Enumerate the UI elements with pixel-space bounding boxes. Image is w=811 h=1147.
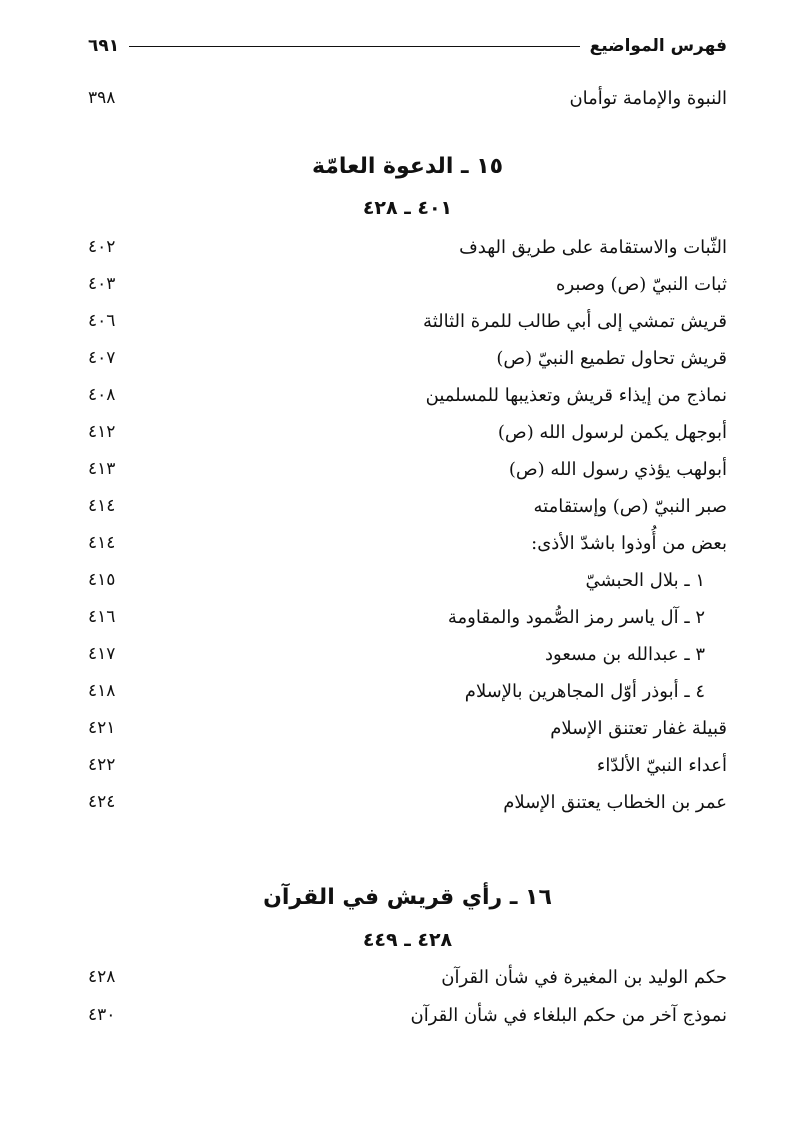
toc-entry (88, 787, 727, 817)
section-heading: ١٦ ـ رأي قريش في القرآن (263, 885, 552, 910)
toc-entry-page: ٤١٧ (88, 644, 116, 664)
toc-entry-title: ٣ ـ عبدالله بن مسعود (545, 643, 705, 665)
section-heading: ١٥ ـ الدعوة العامّة (311, 154, 504, 179)
toc-entry-page: ٤٠٧ (88, 348, 116, 368)
toc-entry-page: ٤١٥ (88, 570, 116, 590)
toc-entry-title: ٤ ـ أبوذر أوّل المجاهرين بالإسلام (464, 680, 705, 702)
toc-entry-title: قريش تحاول تطميع النبيّ (ص) (496, 347, 727, 369)
toc-entry (88, 232, 727, 262)
toc-entry-title: صبر النبيّ (ص) وإستقامته (533, 495, 727, 517)
toc-subentry (88, 639, 727, 669)
header-rule (129, 46, 579, 47)
toc-entry-page: ٤٢٤ (88, 792, 116, 812)
toc-entry-title: الثّبات والاستقامة على طريق الهدف (459, 236, 727, 258)
toc-entry (88, 454, 727, 484)
toc-entry-page: ٤١٤ (88, 533, 116, 553)
toc-subentry (88, 676, 727, 706)
toc-entry-title: أعداء النبيّ الألدّاء (596, 754, 727, 776)
toc-entry-page: ٤٣٠ (88, 1005, 116, 1025)
toc-entry (88, 713, 727, 743)
toc-entry-page: ٤١٢ (88, 422, 116, 442)
section-page-range: ٤٠١ ـ ٤٢٨ (362, 197, 453, 219)
toc-subentry (88, 602, 727, 632)
section-page-range: ٤٢٨ ـ ٤٤٩ (362, 929, 453, 951)
toc-entry-page: ٤١٦ (88, 607, 116, 627)
toc-entry (88, 750, 727, 780)
toc-entry-title: ثبات النبيّ (ص) وصبره (556, 273, 727, 295)
toc-entry (88, 528, 727, 558)
toc-entry-page: ٤٠٣ (88, 274, 116, 294)
toc-entry-title: أبولهب يؤذي رسول الله (ص) (508, 458, 727, 480)
toc-subentry (88, 565, 727, 595)
toc-entry-title: قبيلة غفار تعتنق الإسلام (550, 717, 727, 739)
toc-entry-title: النبوة والإمامة توأمان (569, 87, 727, 109)
toc-entry-page: ٣٩٨ (88, 88, 116, 108)
toc-entry-page: ٤٢٨ (88, 967, 116, 987)
toc-entry-title: عمر بن الخطاب يعتنق الإسلام (503, 791, 727, 813)
toc-entry-title: ١ ـ بلال الحبشيّ (585, 569, 705, 591)
header-title: فهرس المواضيع (589, 36, 727, 56)
toc-entry-page: ٤١٤ (88, 496, 116, 516)
toc-entry-page: ٤٢٢ (88, 755, 116, 775)
toc-entry-page: ٤٢١ (88, 718, 116, 738)
running-header (88, 34, 727, 58)
toc-entry-page: ٤١٣ (88, 459, 116, 479)
toc-entry (88, 1000, 727, 1030)
toc-entry (88, 306, 727, 336)
toc-entry-page: ٤٠٨ (88, 385, 116, 405)
toc-entry-title: ٢ ـ آل ياسر رمز الصُّمود والمقاومة (447, 606, 705, 628)
toc-entry-page: ٤١٨ (88, 681, 116, 701)
toc-entry-title: نموذج آخر من حكم البلغاء في شأن القرآن (410, 1004, 727, 1026)
toc-entry (88, 491, 727, 521)
toc-entry (88, 269, 727, 299)
toc-entry-title: قريش تمشي إلى أبي طالب للمرة الثالثة (423, 310, 727, 332)
toc-entry-title: أبوجهل يكمن لرسول الله (ص) (497, 421, 727, 443)
toc-entry (88, 343, 727, 373)
toc-entry (88, 962, 727, 992)
toc-entry-page: ٤٠٢ (88, 237, 116, 257)
toc-entry-title: بعض من أُوذوا باشدّ الأذى: (531, 532, 727, 554)
toc-entry (88, 380, 727, 410)
header-page-number: ٦٩١ (88, 36, 120, 56)
toc-entry (88, 417, 727, 447)
toc-entry-title: نماذج من إيذاء قريش وتعذيبها للمسلمين (425, 384, 727, 406)
toc-entry (88, 83, 727, 113)
toc-entry-title: حكم الوليد بن المغيرة في شأن القرآن (441, 966, 727, 988)
toc-entry-page: ٤٠٦ (88, 311, 116, 331)
